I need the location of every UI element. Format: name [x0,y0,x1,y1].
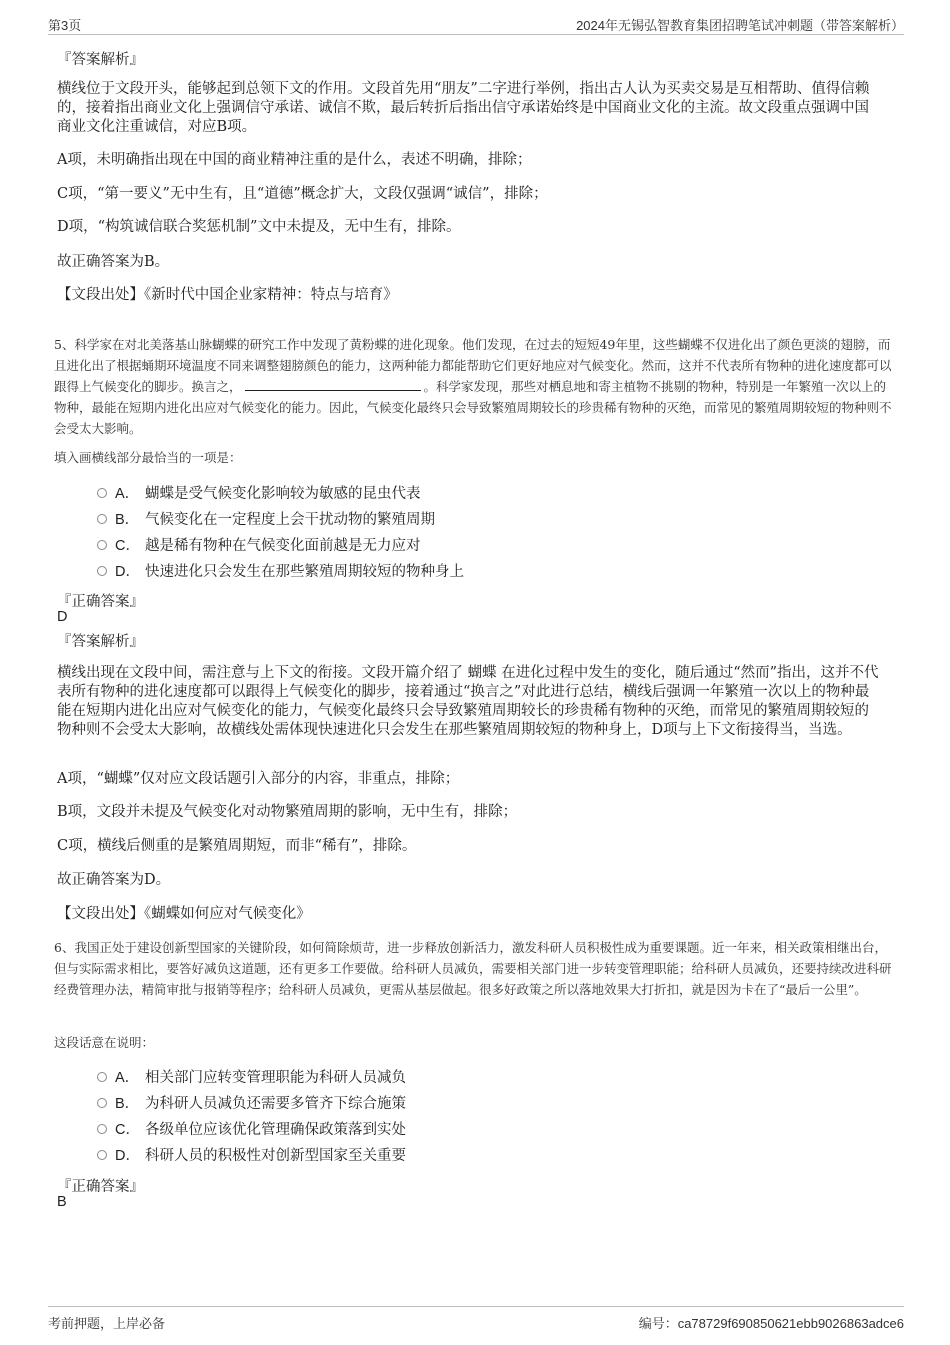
q4-option-d-explanation: D项，“构筑诚信联合奖惩机制”文中未提及，无中生有，排除。 [57,219,461,235]
q4-source: 【文段出处】《新时代中国企业家精神：特点与培育》 [57,287,398,303]
q6-option-c[interactable]: C． 各级单位应该优化管理确保政策落到实处 [97,1120,406,1140]
q5-option-c[interactable]: C． 越是稀有物种在气候变化面前越是无力应对 [97,536,421,556]
q5-option-d[interactable]: D． 快速进化只会发生在那些繁殖周期较短的物种身上 [97,562,464,582]
page-footer [48,1306,904,1329]
radio-icon[interactable] [97,1072,107,1082]
radio-icon[interactable] [97,566,107,576]
q5-source: 【文段出处】《蝴蝶如何应对气候变化》 [57,906,311,922]
q4-option-a-explanation: A项，未明确指出现在中国的商业精神注重的是什么，表述不明确，排除； [57,152,532,168]
q5-option-a[interactable]: A． 蝴蝶是受气候变化影响较为敏感的昆虫代表 [97,484,421,504]
page-header [48,14,904,35]
radio-icon[interactable] [97,1150,107,1160]
q5-option-b-explanation: B项，文段并未提及气候变化对动物繁殖周期的影响，无中生有，排除； [57,804,518,820]
q5-stem [54,334,896,439]
page-number: 第3页 [48,18,82,33]
radio-icon[interactable] [97,488,107,498]
q4-analysis-text: 横线位于文段开头，能够起到总领下文的作用。文段首先用“朋友”二字进行举例，指出古人认为买卖交易是互相帮助、值得信赖的，接着指出商业文化上强调信守承诺、诚信不欺，最后转折后指出信守承诺始终是中国商业文化的主流。故文段重点强调中国商业文化注重诚信，对应B项。 [57,81,870,135]
radio-icon[interactable] [97,514,107,524]
q6-answer: B [57,1194,67,1210]
q6-option-d[interactable]: D． 科研人员的积极性对创新型国家至关重要 [97,1146,406,1166]
q6-prompt: 这段话意在说明： [54,1035,155,1050]
radio-icon[interactable] [97,540,107,550]
q5-option-b[interactable]: B． 气候变化在一定程度上会干扰动物的繁殖周期 [97,510,435,530]
q6-answer-label: 『正确答案』 [57,1179,144,1195]
document-code: 编号：ca78729f690850621ebb9026863adce6 [638,1316,904,1331]
q5-conclusion: 故正确答案为D。 [57,872,171,888]
q5-option-a-explanation: A项，“蝴蝶”仅对应文段话题引入部分的内容，非重点，排除； [57,771,460,787]
q5-stem-before: 5、科学家在对北美落基山脉蝴蝶的研究工作中发现了黄粉蝶的进化现象。他们发现，在过去的短短49年里，这些蝴蝶不仅进化出了颜色更淡的翅膀，而且进化出了根据蛹期环境温度不同来调整翅膀颜色的能力，这两种能力都能帮助它们更好地应对气候变化。然而，这并不代表所有物种的进化速度都可以跟得上气候变化的脚步。换言之， [54,337,892,394]
footer-slogan: 考前押题，上岸必备 [48,1316,166,1331]
document-title: 2024年无锡弘智教育集团招聘笔试冲刺题（带答案解析） [576,18,904,33]
radio-icon[interactable] [97,1098,107,1108]
q5-answer-label: 『正确答案』 [57,594,144,610]
q4-conclusion: 故正确答案为B。 [57,254,170,270]
q6-stem: 6、我国正处于建设创新型国家的关键阶段，如何简除烦苛，进一步释放创新活力，激发科研人员积极性成为重要课题。近一年来，相关政策相继出台，但与实际需求相比，要答好减负这道题，还有更多工作要做。给科研人员减负，需要相关部门进一步转变管理职能；给科研人员减负，还要持续改进科研经费管理办法，精简审批与报销等程序；给科研人员减负，更需从基层做起。很多好政策之所以落地效果大打折扣，就是因为卡在了“最后一公里”。 [54,940,892,997]
fill-blank-line [245,378,421,391]
q4-analysis-label: 『答案解析』 [57,52,144,68]
q5-answer: D [57,609,68,625]
q5-option-c-explanation: C项，横线后侧重的是繁殖周期短，而非“稀有”，排除。 [57,838,417,854]
q6-option-a[interactable]: A． 相关部门应转变管理职能为科研人员减负 [97,1068,406,1088]
q5-analysis-text: 横线出现在文段中间，需注意与上下文的衔接。文段开篇介绍了 蝴蝶 在进化过程中发生的变化，随后通过“然而”指出，这并不代表所有物种的进化速度都可以跟得上气候变化的脚步，接着通过“换言之”对此进行总结，横线后强调一年繁殖一次以上的物种最能在短期内进化出应对气候变化的能力，气候变化最终只会导致繁殖周期较长的珍贵稀有物种的灭绝，而常见的繁殖周期较短的物种则不会受太大影响，故横线处需体现快速进化只会发生在那些繁殖周期较短的物种身上，D项与上下文衔接得当，当选。 [57,665,879,738]
q5-prompt: 填入画横线部分最恰当的一项是： [54,450,242,465]
radio-icon[interactable] [97,1124,107,1134]
q5-stem-after: 。科学家发现，那些对栖息地和寄主植物不挑剔的物种，特别是一年繁殖一次以上的物种，最能在短期内进化出应对气候变化的能力。因此，气候变化最终只会导致繁殖周期较长的珍贵稀有物种的灭绝，而常见的繁殖周期较短的物种则不会受太大影响。 [54,379,892,436]
q4-option-c-explanation: C项，“第一要义”无中生有，且“道德”概念扩大，文段仅强调“诚信”，排除； [57,186,548,202]
q5-analysis-label: 『答案解析』 [57,634,144,650]
q6-option-b[interactable]: B． 为科研人员减负还需要多管齐下综合施策 [97,1094,406,1114]
